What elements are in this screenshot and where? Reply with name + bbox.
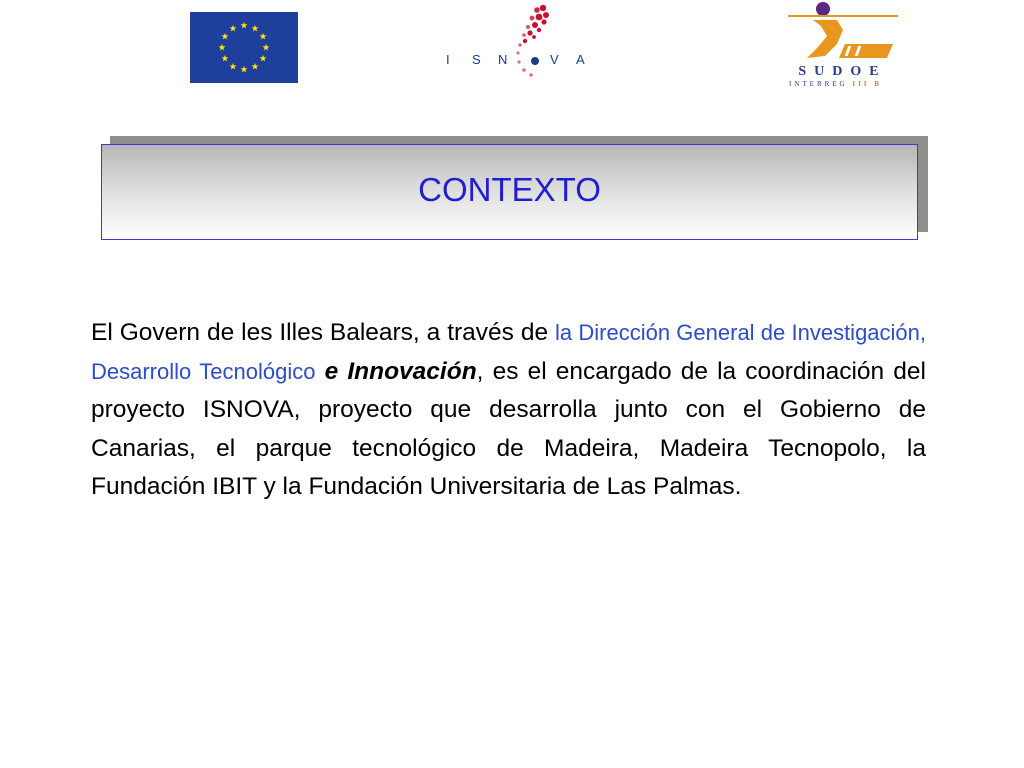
isnova-letter: I <box>446 52 450 67</box>
body-paragraph <box>91 314 926 507</box>
isnova-letter: V <box>550 52 559 67</box>
interreg-text: INTERREG <box>789 80 848 88</box>
eu-flag-icon <box>190 12 298 83</box>
eu-flag-logo <box>190 12 298 83</box>
isnova-letter: A <box>576 52 585 67</box>
body-intro: El Govern de les Illes Balears, a través de <box>91 319 556 346</box>
interreg-wordmark <box>789 80 904 88</box>
isnova-swirl-icon <box>440 0 590 84</box>
sudoe-wordmark: SUDOE <box>798 64 887 79</box>
isnova-letter: S <box>472 52 481 67</box>
isnova-logo <box>440 0 590 84</box>
sudoe-figure-icon <box>785 0 900 64</box>
page-title: CONTEXTO <box>418 171 601 208</box>
sudoe-logo <box>785 0 900 92</box>
title-box <box>101 144 918 240</box>
body-rest: es el encargado de la coordinación del proyecto ISNOVA, proyecto que desarrolla junto con el Gobierno de Canarias, el parque tecnológico de Madeira, Madeira Tecnopolo, la Fundación IBIT y la Fundación Universitaria de Las Palmas. <box>91 357 926 500</box>
isnova-letter: N <box>498 52 508 67</box>
interreg-numeral: III B <box>852 80 882 88</box>
body-comma: , <box>476 357 484 385</box>
body-emphasis: e Innovación <box>324 357 477 385</box>
body-highlight: la Dirección General de Investigación, Desarrollo Tecnológico <box>91 320 927 384</box>
